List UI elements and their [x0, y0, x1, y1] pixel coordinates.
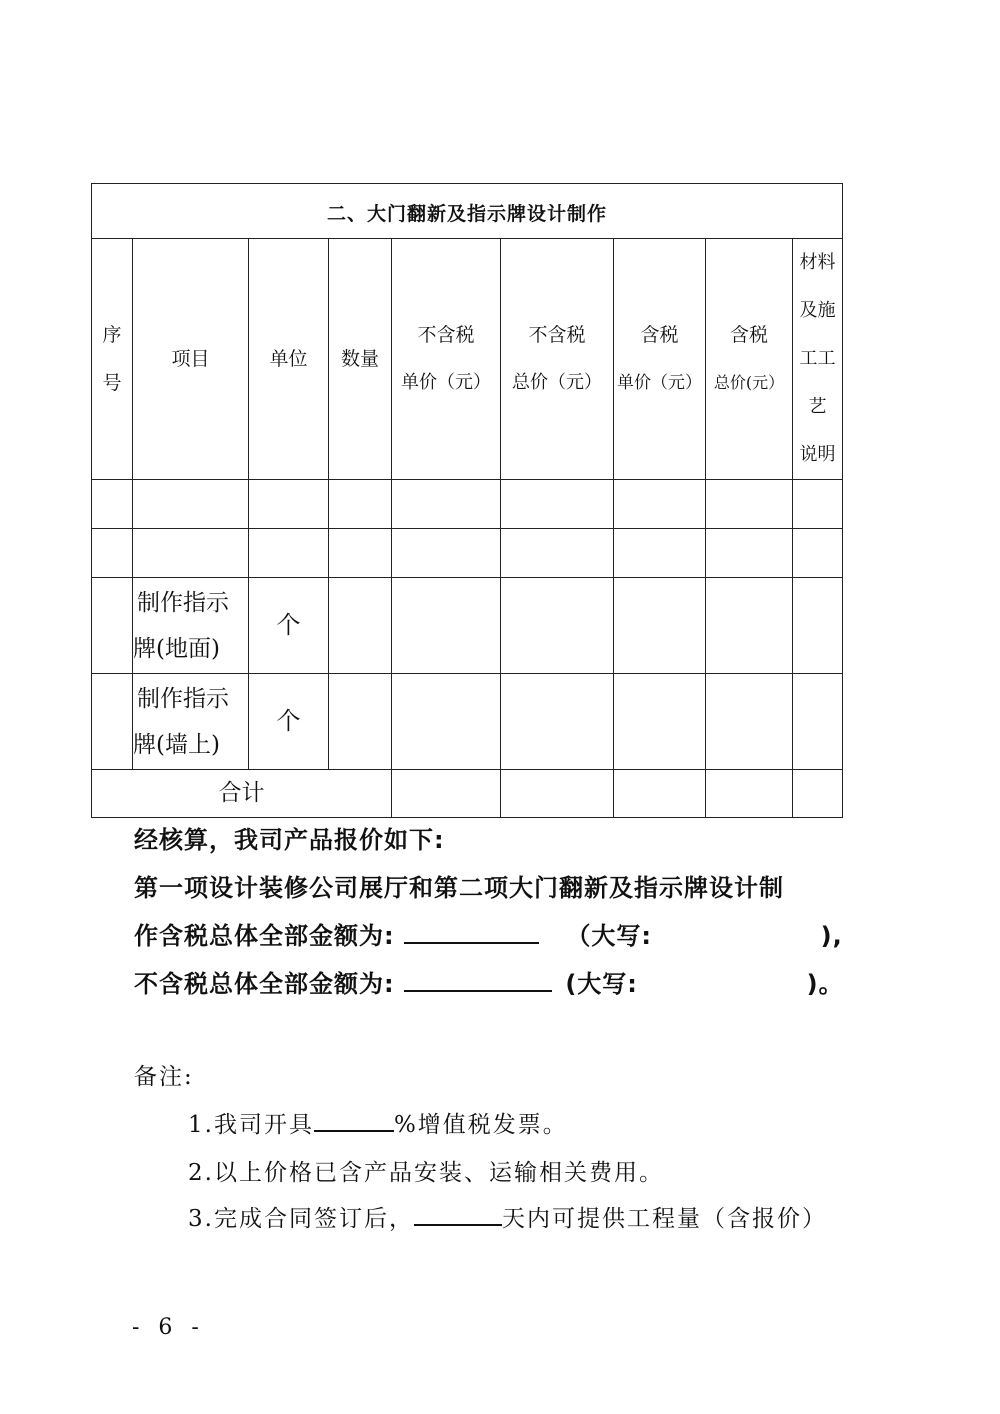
item-name-line: 制作指示	[137, 589, 229, 616]
cell[interactable]	[329, 674, 392, 770]
header-seq-line: 号	[102, 372, 122, 394]
header-item: 项目	[133, 239, 249, 480]
cell[interactable]	[501, 529, 614, 578]
cell[interactable]	[392, 480, 501, 529]
item-name-cell	[133, 578, 249, 674]
header-seq	[92, 239, 133, 480]
cell[interactable]	[92, 480, 133, 529]
table-title: 二、大门翻新及指示牌设计制作	[92, 184, 843, 239]
cell[interactable]	[329, 480, 392, 529]
cell[interactable]	[793, 480, 843, 529]
header-line: 含税	[640, 324, 679, 346]
cell[interactable]	[706, 674, 793, 770]
label: %增值税发票。	[393, 1112, 568, 1138]
label: 1.我司开具	[188, 1112, 314, 1138]
cell[interactable]	[706, 529, 793, 578]
page-number: - 6 -	[132, 1315, 205, 1340]
cell[interactable]	[793, 674, 843, 770]
summary-line-2: 第一项设计装修公司展厅和第二项大门翻新及指示牌设计制	[134, 874, 784, 902]
cell[interactable]	[501, 578, 614, 674]
label: 3.完成合同签订后，	[188, 1206, 414, 1232]
unit-cell: 个	[249, 578, 329, 674]
summary-line-1: 经核算，我司产品报价如下:	[134, 826, 445, 854]
header-line: 含税	[729, 324, 768, 346]
label: 作含税总体全部金额为:	[134, 922, 395, 950]
summary-line-4	[134, 964, 844, 999]
unit-cell: 个	[249, 674, 329, 770]
cell[interactable]	[133, 529, 249, 578]
cell[interactable]	[329, 529, 392, 578]
total-row	[92, 770, 843, 818]
item-name-cell	[133, 674, 249, 770]
label: 天内可提供工程量（含报价）	[501, 1206, 827, 1232]
note-3	[188, 1200, 827, 1233]
cell[interactable]	[133, 480, 249, 529]
table-row	[92, 529, 843, 578]
tax-inclusive-amount-blank[interactable]	[404, 920, 539, 944]
item-name-line: 牌(墙上)	[133, 731, 220, 758]
header-line: 总价（元）	[512, 372, 602, 393]
header-price-in-total	[706, 239, 793, 480]
cell[interactable]	[329, 578, 392, 674]
total-label: 合计	[92, 770, 392, 818]
cell[interactable]	[793, 529, 843, 578]
header-price-in-unit	[614, 239, 706, 480]
cell[interactable]	[249, 480, 329, 529]
header-price-ex-unit	[392, 239, 501, 480]
cell[interactable]	[793, 770, 843, 818]
cell[interactable]	[706, 770, 793, 818]
note-1	[188, 1106, 568, 1139]
header-line: 总价(元）	[713, 373, 785, 392]
header-qty: 数量	[329, 239, 392, 480]
notes-heading: 备注:	[134, 1064, 194, 1090]
cell[interactable]	[392, 770, 501, 818]
quote-table	[91, 183, 843, 818]
header-seq-line: 序	[102, 324, 122, 346]
cell[interactable]	[501, 480, 614, 529]
cell[interactable]	[392, 578, 501, 674]
cell[interactable]	[793, 578, 843, 674]
cell[interactable]	[92, 674, 133, 770]
item-name-line: 牌(地面)	[133, 635, 220, 662]
cell[interactable]	[501, 770, 614, 818]
header-line: 说明	[799, 444, 836, 465]
cell[interactable]	[392, 674, 501, 770]
cell[interactable]	[614, 480, 706, 529]
vat-rate-blank[interactable]	[314, 1108, 394, 1132]
header-line: 单价（元）	[617, 373, 702, 393]
tax-exclusive-amount-blank[interactable]	[404, 968, 552, 992]
cell[interactable]	[706, 578, 793, 674]
header-price-ex-total	[501, 239, 614, 480]
cell[interactable]	[392, 529, 501, 578]
header-line: 单价（元）	[401, 372, 491, 393]
days-blank[interactable]	[414, 1202, 502, 1226]
cell[interactable]	[614, 529, 706, 578]
cell[interactable]	[614, 770, 706, 818]
table-row	[92, 578, 843, 674]
table-row	[92, 480, 843, 529]
cell[interactable]	[92, 578, 133, 674]
cell[interactable]	[614, 578, 706, 674]
header-line: 艺	[808, 396, 827, 417]
header-line: 工工	[799, 348, 836, 369]
summary-line-3	[134, 916, 843, 951]
note-2: 2.以上价格已含产品安装、运输相关费用。	[188, 1160, 664, 1186]
label: （大写:	[566, 922, 652, 950]
header-row	[92, 239, 843, 480]
header-unit: 单位	[249, 239, 329, 480]
cell[interactable]	[501, 674, 614, 770]
label: ),	[820, 922, 843, 950]
label: )。	[806, 970, 844, 998]
header-line: 不含税	[528, 324, 586, 346]
table-row	[92, 674, 843, 770]
cell[interactable]	[706, 480, 793, 529]
label: 不含税总体全部金额为:	[134, 970, 395, 998]
item-name-line: 制作指示	[137, 685, 229, 712]
header-line: 材料	[799, 252, 836, 273]
header-line: 不含税	[417, 324, 475, 346]
cell[interactable]	[249, 529, 329, 578]
label: (大写:	[565, 970, 638, 998]
cell[interactable]	[614, 674, 706, 770]
header-material	[793, 239, 843, 480]
cell[interactable]	[92, 529, 133, 578]
header-line: 及施	[799, 300, 836, 321]
